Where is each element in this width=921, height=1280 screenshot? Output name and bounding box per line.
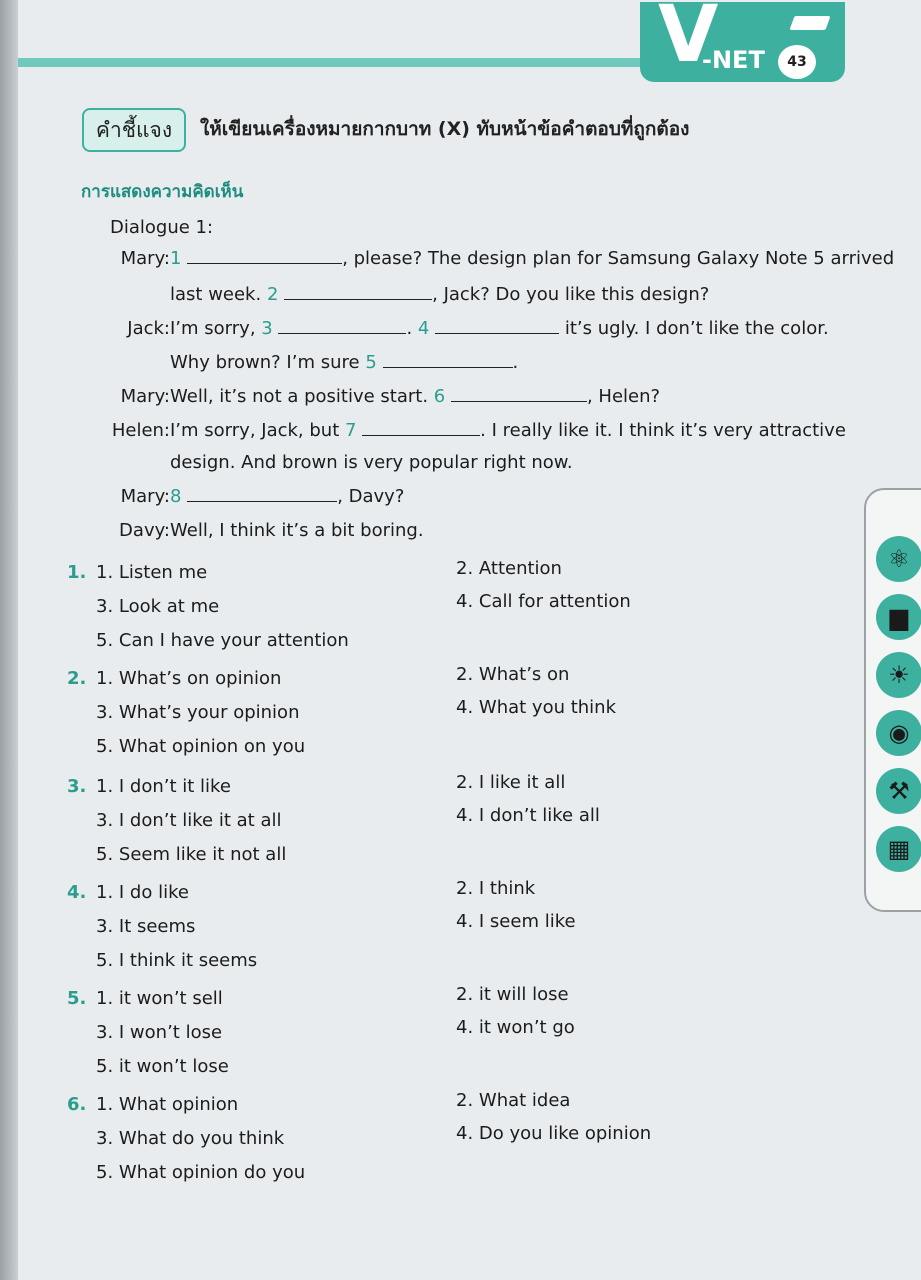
dialogue-line <box>102 386 660 407</box>
speaker-name: Mary: <box>120 486 170 507</box>
question-number: 5. <box>67 988 87 1009</box>
question-number: 2. <box>67 668 87 689</box>
answer-option[interactable]: 3. I don’t like it at all <box>96 810 282 831</box>
brand-net: -NET <box>702 46 765 74</box>
dialogue-text: , Jack? Do you like this design? <box>432 284 710 305</box>
answer-option[interactable]: 2. What idea <box>456 1090 571 1111</box>
answer-blank <box>187 262 342 264</box>
dialogue-text: design. And brown is very popular right now. <box>170 452 573 473</box>
brand-v: V <box>658 0 719 80</box>
dialogue-text: . <box>406 318 418 339</box>
dialogue-line <box>102 420 846 441</box>
dialogue-line <box>102 486 404 507</box>
answer-option[interactable]: 4. What you think <box>456 697 617 718</box>
dialogue-line <box>102 248 894 269</box>
answer-option[interactable]: 1. I don’t it like <box>96 776 231 797</box>
vnet-banner <box>640 2 845 82</box>
answer-blank <box>362 434 480 436</box>
dialogue-line <box>102 352 518 373</box>
dialogue-text: it’s ugly. I don’t like the color. <box>559 318 829 339</box>
question-number: 1. <box>67 562 87 583</box>
dialogue-line <box>102 318 829 339</box>
answer-option[interactable]: 1. What’s on opinion <box>96 668 282 689</box>
dialogue-text: , Helen? <box>586 386 661 407</box>
calculator-icon: ▦ <box>876 826 921 872</box>
page-number: 43 <box>778 45 816 79</box>
answer-option[interactable]: 2. Attention <box>456 558 562 579</box>
dialogue-text: , please? The design plan for Samsung Galaxy Note 5 arrived <box>342 248 895 269</box>
speaker-name: Mary: <box>120 386 170 407</box>
answer-option[interactable]: 4. Call for attention <box>456 591 631 612</box>
answer-option[interactable]: 2. I think <box>456 878 536 899</box>
answer-option[interactable]: 5. What opinion on you <box>96 736 306 757</box>
dialogue-text: Well, I think it’s a bit boring. <box>170 520 424 541</box>
lightbulb-icon: ☀ <box>876 652 921 698</box>
dialogue-text: , Davy? <box>337 486 405 507</box>
answer-option[interactable]: 4. I don’t like all <box>456 805 600 826</box>
answer-blank <box>451 400 587 402</box>
speaker-name: Helen: <box>111 420 170 441</box>
blank-number: 2 <box>266 284 285 305</box>
dialogue-text: Why brown? I’m sure <box>170 352 366 373</box>
answer-option[interactable]: 3. What’s your opinion <box>96 702 300 723</box>
answer-option[interactable]: 5. Seem like it not all <box>96 844 287 865</box>
question-number: 4. <box>67 882 87 903</box>
answer-blank <box>187 500 337 502</box>
dialogue-line <box>102 452 573 473</box>
answer-option[interactable]: 4. Do you like opinion <box>456 1123 652 1144</box>
dialogue-title: Dialogue 1: <box>110 217 214 238</box>
speaker-name: Davy: <box>119 520 170 541</box>
answer-blank <box>278 332 406 334</box>
dialogue-text: last week. <box>170 284 267 305</box>
question-number: 3. <box>67 776 87 797</box>
blank-number: 4 <box>417 318 436 339</box>
globe-icon: ◉ <box>876 710 921 756</box>
dialogue-text: I’m sorry, <box>170 318 262 339</box>
answer-option[interactable]: 2. I like it all <box>456 772 566 793</box>
answer-option[interactable]: 3. What do you think <box>96 1128 285 1149</box>
question-number: 6. <box>67 1094 87 1115</box>
blank-number: 7 <box>344 420 363 441</box>
blank-number: 5 <box>365 352 383 373</box>
answer-blank <box>383 366 513 368</box>
instruction-text: ให้เขียนเครื่องหมายกากบาท (X) ทับหน้าข้อคำตอบที่ถูกต้อง <box>200 118 690 140</box>
answer-option[interactable]: 5. it won’t lose <box>96 1056 229 1077</box>
blank-number: 3 <box>261 318 279 339</box>
instruction-label: คำชี้แจง <box>82 108 186 152</box>
side-tab <box>864 488 921 912</box>
speaker-name: Jack: <box>127 318 170 339</box>
answer-option[interactable]: 3. I won’t lose <box>96 1022 223 1043</box>
answer-option[interactable]: 5. Can I have your attention <box>96 630 349 651</box>
answer-blank <box>435 332 559 334</box>
dialogue-text: I’m sorry, Jack, but <box>170 420 345 441</box>
dialogue-text: . I really like it. I think it’s very attractive <box>480 420 846 441</box>
answer-option[interactable]: 1. it won’t sell <box>96 988 223 1009</box>
answer-option[interactable]: 4. it won’t go <box>456 1017 575 1038</box>
answer-option[interactable]: 3. Look at me <box>96 596 220 617</box>
speaker-name: Mary: <box>120 248 170 269</box>
dialogue-text: Well, it’s not a positive start. <box>170 386 434 407</box>
header-rule <box>18 58 658 67</box>
section-title: การแสดงความคิดเห็น <box>81 182 244 202</box>
answer-option[interactable]: 1. What opinion <box>96 1094 239 1115</box>
dialogue-line <box>102 520 424 541</box>
dialogue-line <box>102 284 709 305</box>
answer-option[interactable]: 1. I do like <box>96 882 189 903</box>
blank-number: 8 <box>170 486 188 507</box>
answer-blank <box>284 298 432 300</box>
answer-option[interactable]: 2. What’s on <box>456 664 570 685</box>
graduation-cap-icon <box>789 16 830 30</box>
answer-option[interactable]: 3. It seems <box>96 916 196 937</box>
answer-option[interactable]: 2. it will lose <box>456 984 569 1005</box>
atom-icon: ⚛ <box>876 536 921 582</box>
dialogue-text: . <box>512 352 519 373</box>
gavel-icon: ⚒ <box>876 768 921 814</box>
blank-number: 1 <box>170 248 188 269</box>
blank-number: 6 <box>433 386 451 407</box>
answer-option[interactable]: 4. I seem like <box>456 911 576 932</box>
book-page <box>18 0 921 1280</box>
answer-option[interactable]: 5. I think it seems <box>96 950 258 971</box>
book-spine <box>0 0 18 1280</box>
answer-option[interactable]: 5. What opinion do you <box>96 1162 306 1183</box>
bar-chart-icon: ▆ <box>876 594 921 640</box>
answer-option[interactable]: 1. Listen me <box>96 562 208 583</box>
